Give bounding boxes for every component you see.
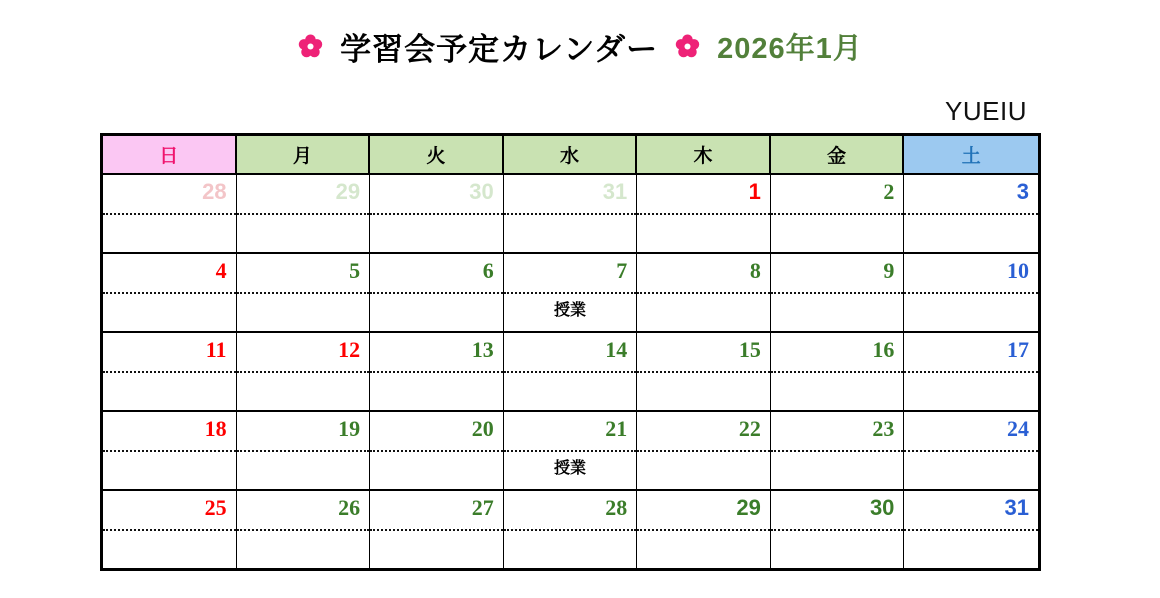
- day-number: 31: [504, 175, 637, 215]
- day-cell: [370, 333, 504, 410]
- day-cell: [370, 491, 504, 568]
- day-cell: [237, 175, 371, 252]
- day-cell: [904, 333, 1038, 410]
- day-number: 2: [771, 175, 904, 215]
- weekday-header-wd: 水: [504, 136, 638, 173]
- flower-icon: [674, 33, 701, 60]
- day-cell: [504, 333, 638, 410]
- day-cell: [504, 412, 638, 489]
- day-event: [771, 373, 904, 410]
- day-cell: [504, 491, 638, 568]
- day-cell: [103, 175, 237, 252]
- day-cell: [771, 175, 905, 252]
- day-cell: [103, 333, 237, 410]
- day-number: 30: [771, 491, 904, 531]
- day-event: 授業: [553, 460, 586, 477]
- week-row: [103, 254, 1038, 333]
- day-number: 30: [370, 175, 503, 215]
- day-event: [637, 452, 770, 489]
- day-number: 21: [504, 412, 637, 452]
- day-number: 31: [904, 491, 1038, 531]
- day-event: [904, 215, 1038, 252]
- day-cell: [504, 175, 638, 252]
- day-number: 24: [904, 412, 1038, 452]
- day-number: 8: [637, 254, 770, 294]
- day-cell: [904, 412, 1038, 489]
- flower-icon: [297, 33, 324, 60]
- day-event: [504, 373, 637, 410]
- day-cell: [237, 491, 371, 568]
- day-cell: [103, 491, 237, 568]
- day-number: 18: [103, 412, 236, 452]
- day-number: 27: [370, 491, 503, 531]
- day-event: [771, 452, 904, 489]
- day-number: 1: [637, 175, 770, 215]
- day-event: [103, 531, 236, 568]
- day-number: 5: [237, 254, 370, 294]
- weekday-header-sat: 土: [904, 136, 1038, 173]
- day-cell: [637, 175, 771, 252]
- day-event: [237, 373, 370, 410]
- week-row: [103, 491, 1038, 568]
- day-event: [370, 452, 503, 489]
- corner-label: YUEIU: [945, 96, 1027, 126]
- calendar-body: [103, 175, 1038, 568]
- day-cell: [370, 254, 504, 331]
- weekday-header-wd: 月: [237, 136, 371, 173]
- day-event: 授業: [553, 302, 586, 319]
- day-event: [637, 294, 770, 331]
- day-number: 25: [103, 491, 236, 531]
- day-event: [370, 531, 503, 568]
- day-cell: [504, 254, 638, 331]
- day-event: [237, 215, 370, 252]
- day-cell: [637, 333, 771, 410]
- day-event: [771, 294, 904, 331]
- week-row: [103, 175, 1038, 254]
- week-row: [103, 333, 1038, 412]
- day-number: 26: [237, 491, 370, 531]
- day-number: 12: [237, 333, 370, 373]
- day-number: 3: [904, 175, 1038, 215]
- day-number: 29: [237, 175, 370, 215]
- week-row: [103, 412, 1038, 491]
- day-number: 15: [637, 333, 770, 373]
- day-cell: [904, 254, 1038, 331]
- day-cell: [103, 254, 237, 331]
- day-cell: [237, 412, 371, 489]
- day-event: [237, 294, 370, 331]
- day-event: [103, 294, 236, 331]
- day-number: 22: [637, 412, 770, 452]
- day-number: 13: [370, 333, 503, 373]
- day-cell: [904, 491, 1038, 568]
- day-event: [370, 294, 503, 331]
- day-number: 14: [504, 333, 637, 373]
- day-event: [504, 531, 637, 568]
- day-event: [103, 373, 236, 410]
- day-number: 10: [904, 254, 1038, 294]
- day-event: [103, 215, 236, 252]
- day-event: [103, 452, 236, 489]
- day-number: 7: [504, 254, 637, 294]
- day-event: [771, 215, 904, 252]
- day-cell: [771, 491, 905, 568]
- day-event: [904, 373, 1038, 410]
- day-number: 11: [103, 333, 236, 373]
- day-number: 28: [103, 175, 236, 215]
- day-number: 19: [237, 412, 370, 452]
- day-number: 9: [771, 254, 904, 294]
- day-event: [904, 531, 1038, 568]
- day-cell: [771, 412, 905, 489]
- calendar-table: [100, 133, 1041, 571]
- day-cell: [370, 175, 504, 252]
- weekday-header-wd: 金: [771, 136, 905, 173]
- day-cell: [103, 412, 237, 489]
- day-cell: [237, 254, 371, 331]
- day-event: [771, 531, 904, 568]
- day-event: [637, 215, 770, 252]
- day-number: 23: [771, 412, 904, 452]
- day-number: 28: [504, 491, 637, 531]
- day-number: 29: [637, 491, 770, 531]
- day-number: 20: [370, 412, 503, 452]
- day-event: [904, 452, 1038, 489]
- day-event: [504, 215, 637, 252]
- day-number: 16: [771, 333, 904, 373]
- weekday-header-sun: 日: [103, 136, 237, 173]
- day-event: [904, 294, 1038, 331]
- day-number: 17: [904, 333, 1038, 373]
- day-cell: [637, 412, 771, 489]
- day-cell: [637, 491, 771, 568]
- day-cell: [771, 254, 905, 331]
- day-event: [370, 215, 503, 252]
- day-cell: [771, 333, 905, 410]
- day-number: 4: [103, 254, 236, 294]
- day-cell: [637, 254, 771, 331]
- day-cell: [904, 175, 1038, 252]
- title-month: 2026年1月: [717, 33, 863, 65]
- day-event: [237, 452, 370, 489]
- day-cell: [237, 333, 371, 410]
- day-event: [637, 531, 770, 568]
- day-event: [370, 373, 503, 410]
- day-event: [637, 373, 770, 410]
- day-cell: [370, 412, 504, 489]
- day-event: [237, 531, 370, 568]
- weekday-header-row: [103, 136, 1038, 175]
- title-text: 学習会予定カレンダー: [340, 32, 659, 67]
- page-title: [0, 24, 1160, 69]
- weekday-header-wd: 火: [370, 136, 504, 173]
- day-number: 6: [370, 254, 503, 294]
- weekday-header-wd: 木: [637, 136, 771, 173]
